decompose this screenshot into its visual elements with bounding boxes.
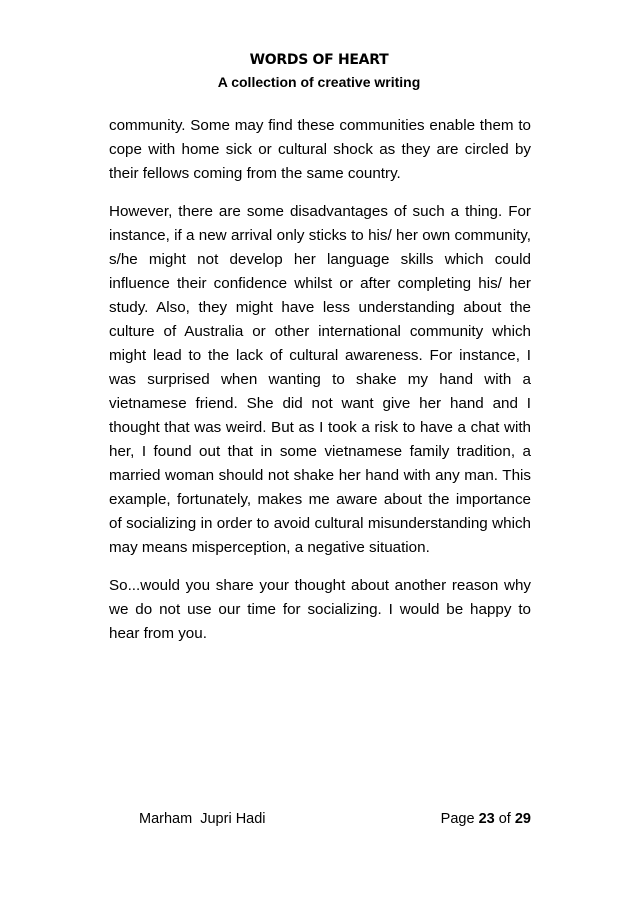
- body-text: [109, 114, 531, 660]
- footer-author: Marham Jupri Hadi: [139, 811, 266, 827]
- paragraph-2: However, there are some disadvantages of such a thing. For instance, if a new arrival only sticks to his/ her own community, s/he might not develop her language skills which could influence their confidence whilst or after completing his/ her study. Also, they might have less understanding about the culture of Australia or other international community which might lead to the lack of cultural awareness. For instance, I was surprised when wanting to shake my hand with a vietnamese friend. She did not want give her hand and I thought that was weird. But as I took a risk to have a chat with her, I found out that in some vietnamese family tradition, a married woman should not shake her hand with any man. This example, fortunately, makes me aware about the importance of socializing in order to avoid cultural misunderstanding which may means misperception, a negative situation.: [109, 203, 531, 556]
- page-total: 29: [514, 811, 531, 827]
- header-title: WORDS OF HEART: [249, 52, 389, 68]
- page-current: 23: [478, 811, 495, 827]
- page-footer: [139, 808, 531, 830]
- page-word: Page: [440, 811, 475, 827]
- page-header: [0, 50, 638, 92]
- paragraph-1: community. Some may find these communities enable them to cope with home sick or cultural shock as they are circled by their fellows coming from the same country.: [109, 117, 531, 182]
- page-of: of: [498, 811, 511, 827]
- paragraph-3: So...would you share your thought about another reason why we do not use our time for socializing. I would be happy to hear from you.: [109, 577, 531, 642]
- page-number: [441, 808, 531, 830]
- header-subtitle: A collection of creative writing: [217, 74, 421, 90]
